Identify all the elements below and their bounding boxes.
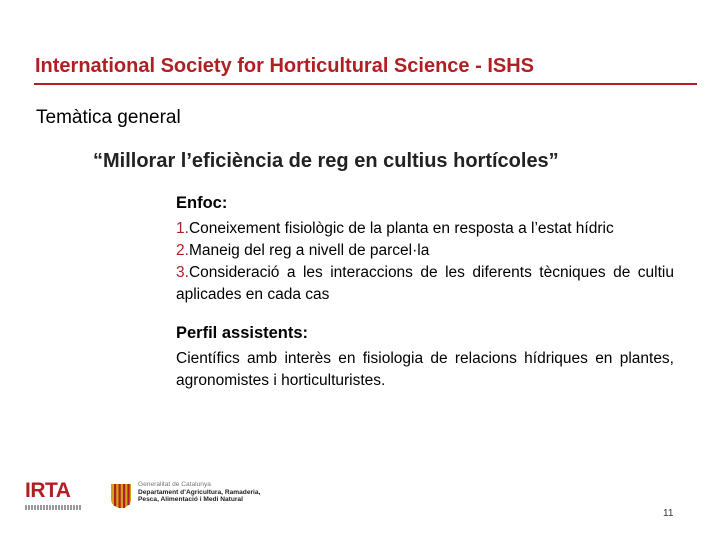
focus-item-text: Maneig del reg a nivell de parcel·la	[188, 242, 430, 259]
irta-logo	[25, 480, 83, 514]
theme-quote: “Millorar l’eficiència de reg en cultius hortícoles”	[93, 150, 559, 172]
focus-heading: Enfoc:	[176, 194, 228, 212]
gencat-line-1: Generalitat de Catalunya	[138, 481, 211, 488]
focus-item	[176, 262, 674, 306]
gencat-line-3: Pesca, Alimentació i Medi Natural	[138, 496, 243, 504]
focus-item-text: Consideració a les interaccions de les diferents tècniques de cultiu aplicades en cada cas	[176, 264, 674, 303]
audience-text: Científics amb interès en fisiologia de relacions hídriques en plantes, agronomistes i horticulturistes.	[176, 350, 674, 389]
gencat-shield-icon	[110, 483, 132, 509]
gencat-line-2: Departament d’Agricultura, Ramaderia,	[138, 488, 261, 496]
focus-item-number: 3.	[176, 264, 189, 281]
irta-logo-tagline	[25, 505, 81, 510]
focus-item-number: 2.	[176, 242, 189, 259]
focus-item-number: 1.	[176, 220, 189, 237]
focus-item	[176, 218, 674, 240]
slide-subtitle: Temàtica general	[36, 107, 181, 128]
audience-heading: Perfil assistents:	[176, 324, 309, 342]
slide-title: International Society for Horticultural Science - ISHS	[35, 55, 534, 77]
irta-logo-wordmark: IRTA	[25, 479, 71, 502]
title-divider	[34, 83, 697, 85]
gencat-logo-text	[138, 481, 260, 504]
page-number: 11	[663, 508, 674, 519]
focus-item-text: Coneixement fisiològic de la planta en resposta a l’estat hídric	[188, 220, 614, 237]
slide-content	[176, 192, 674, 392]
focus-item	[176, 240, 674, 262]
